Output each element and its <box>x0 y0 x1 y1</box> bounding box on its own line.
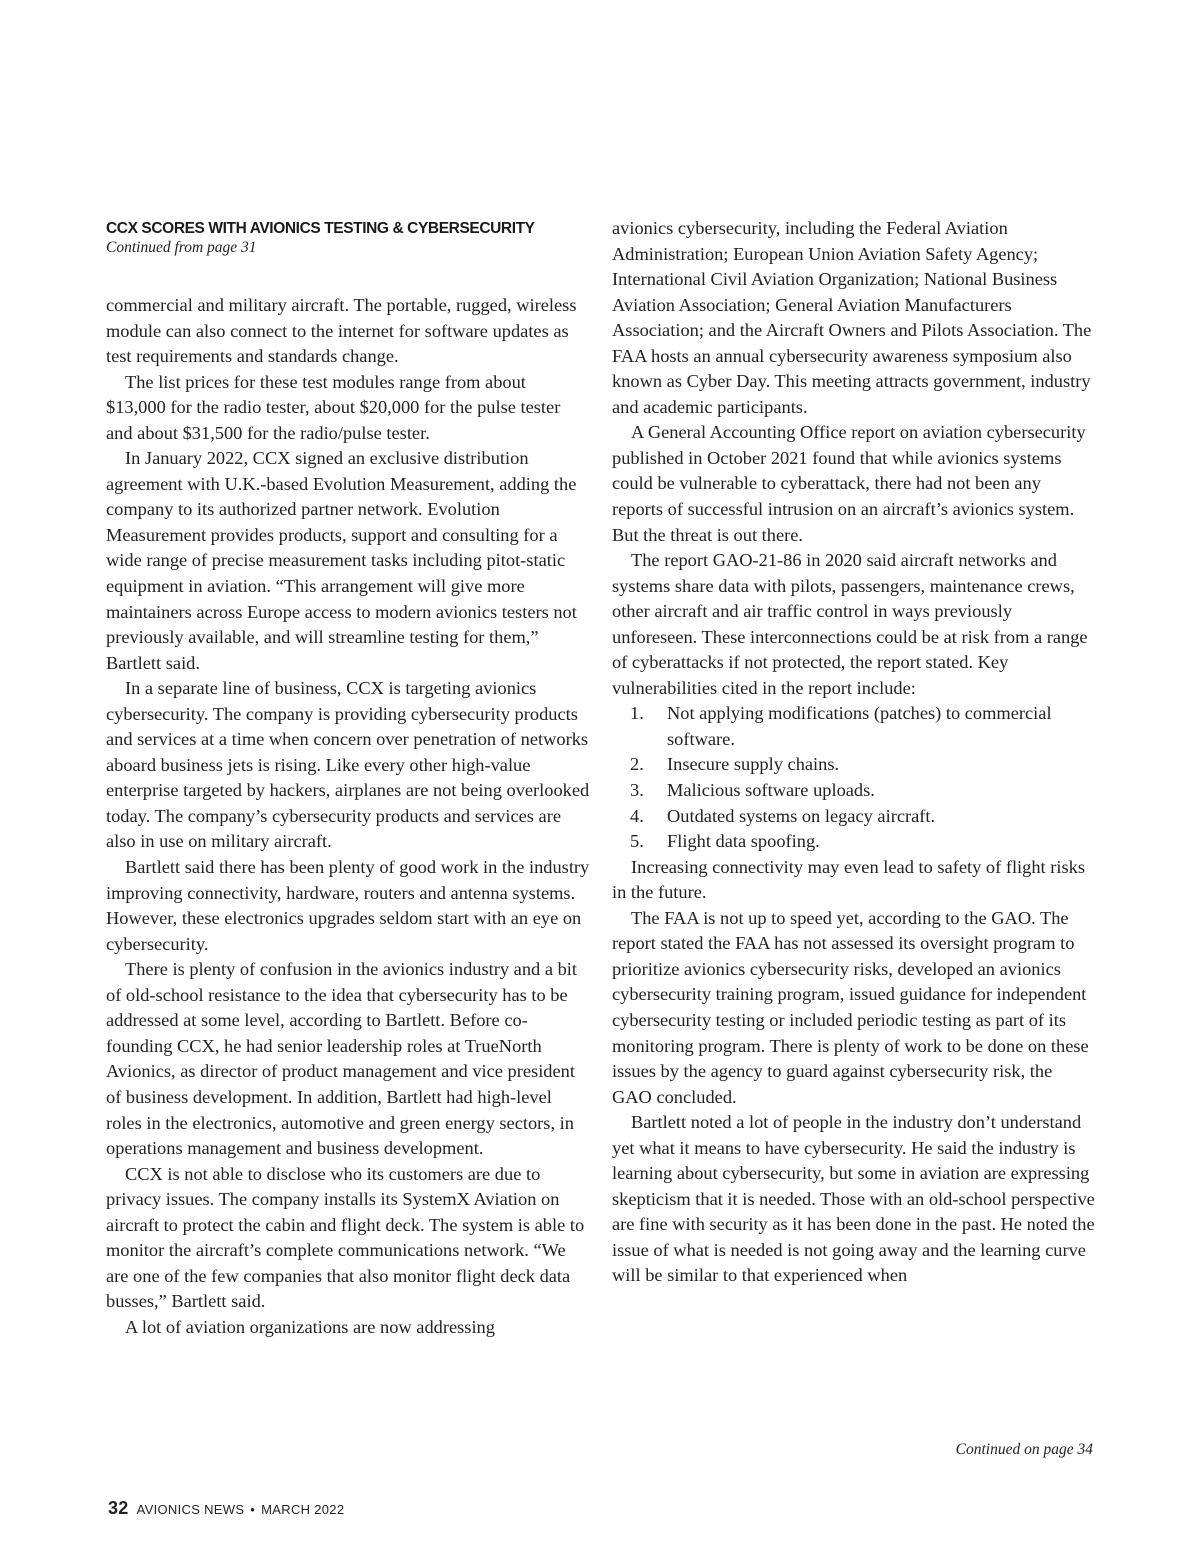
paragraph: A lot of aviation organizations are now addressing <box>125 1316 495 1337</box>
paragraph: In January 2022, CCX signed an exclusive distribution agreement with U.K.-based Evolution Measurement, adding the company to its authorized partner network. Evolution Measurement provides products, support and consulting for a wide range of precise measurement tasks including pitot-static equipment in aviation. “This arrangement will give more maintainers across Europe access to modern avionics testers not previously available, and will streamline testing for them,” Bartlett said. <box>106 448 577 673</box>
right-column <box>612 216 1096 1289</box>
article-title: CCX SCORES WITH AVIONICS TESTING & CYBERSECURITY <box>106 220 535 237</box>
continued-on-note: Continued on page 34 <box>955 1441 1093 1458</box>
vulnerability-list <box>612 701 1096 854</box>
paragraph: In a separate line of business, CCX is targeting avionics cybersecurity. The company is providing cybersecurity products and services at a time when concern over penetration of networks aboard business jets is rising. Like every other high-value enterprise targeted by hackers, airplanes are not being overlooked today. The company’s cybersecurity products and services are also in use on military aircraft. <box>106 678 590 852</box>
list-item <box>612 752 1096 778</box>
list-text: Not applying modifications (patches) to commercial software. <box>667 703 1052 749</box>
list-number: 1. <box>630 703 644 724</box>
list-item <box>612 829 1096 855</box>
paragraph: The report GAO-21-86 in 2020 said aircraft networks and systems share data with pilots, passengers, maintenance crews, other aircraft and air traffic control in ways previously unforeseen. These interconnections could be at risk from a range of cyberattacks if not protected, the report stated. Key vulnerabilities cited in the report include: <box>612 550 1088 698</box>
footer-separator: • <box>250 1502 256 1517</box>
publication-name: AVIONICS NEWS <box>136 1502 245 1517</box>
left-column <box>106 216 590 1340</box>
paragraph: CCX is not able to disclose who its customers are due to privacy issues. The company installs its SystemX Aviation on aircraft to protect the cabin and flight deck. The system is able to monitor the aircraft’s complete communications network. “We are one of the few companies that also monitor flight deck data busses,” Bartlett said. <box>106 1163 585 1312</box>
issue-date: MARCH 2022 <box>261 1502 345 1517</box>
page-footer <box>108 1498 344 1519</box>
paragraph: A General Accounting Office report on aviation cybersecurity published in October 2021 found that while avionics systems could be vulnerable to cyberattack, there had not been any reports of successful intrusion on an aircraft’s avionics system. But the threat is out there. <box>612 422 1086 545</box>
list-text: Insecure supply chains. <box>667 754 840 775</box>
list-item <box>612 701 1096 752</box>
paragraph: avionics cybersecurity, including the Federal Aviation Administration; European Union Aviation Safety Agency; International Civil Aviation Organization; National Business Aviation Association; General Aviation Manufacturers Association; and the Aircraft Owners and Pilots Association. The FAA hosts an annual cybersecurity awareness symposium also known as Cyber Day. This meeting attracts government, industry and academic participants. <box>612 218 1092 417</box>
paragraph: Bartlett said there has been plenty of good work in the industry improving connectivity, hardware, routers and antenna systems. However, these electronics upgrades seldom start with an eye on cybersecurity. <box>106 857 590 954</box>
list-text: Flight data spoofing. <box>667 831 820 852</box>
page-number: 32 <box>108 1498 129 1518</box>
list-number: 3. <box>630 780 644 801</box>
list-number: 5. <box>630 831 644 852</box>
paragraph: The FAA is not up to speed yet, according to the GAO. The report stated the FAA has not assessed its oversight program to prioritize avionics cybersecurity risks, developed an avionics cybersecurity training program, issued guidance for independent cybersecurity testing or included periodic testing as part of its monitoring program. There is plenty of work to be done on these issues by the agency to guard against cybersecurity risk, the GAO concluded. <box>612 907 1089 1107</box>
list-item <box>612 778 1096 804</box>
list-item <box>612 804 1096 830</box>
list-number: 4. <box>630 805 644 826</box>
list-number: 2. <box>630 754 644 775</box>
continued-from-note: Continued from page 31 <box>106 239 257 256</box>
paragraph: The list prices for these test modules range from about $13,000 for the radio tester, about $20,000 for the pulse tester and about $31,500 for the radio/pulse tester. <box>106 371 561 443</box>
paragraph: commercial and military aircraft. The portable, rugged, wireless module can also connect to the internet for software updates as test requirements and standards change. <box>106 295 577 367</box>
paragraph: Bartlett noted a lot of people in the industry don’t understand yet what it means to have cybersecurity. He said the industry is learning about cybersecurity, but some in aviation are expressing skepticism that it is needed. Those with an old-school perspective are fine with security as it has been done in the past. He noted the issue of what is needed is not going away and the learning curve will be similar to that experienced when <box>612 1112 1095 1286</box>
paragraph: There is plenty of confusion in the avionics industry and a bit of old-school resistance to the idea that cybersecurity has to be addressed at some level, according to Bartlett. Before co-founding CCX, he had senior leadership roles at TrueNorth Avionics, as director of product management and vice president of business development. In addition, Bartlett had high-level roles in the electronics, automotive and green energy sectors, in operations management and business development. <box>106 959 578 1159</box>
list-text: Malicious software uploads. <box>667 780 875 801</box>
list-text: Outdated systems on legacy aircraft. <box>667 805 936 826</box>
paragraph: Increasing connectivity may even lead to safety of flight risks in the future. <box>612 856 1086 903</box>
